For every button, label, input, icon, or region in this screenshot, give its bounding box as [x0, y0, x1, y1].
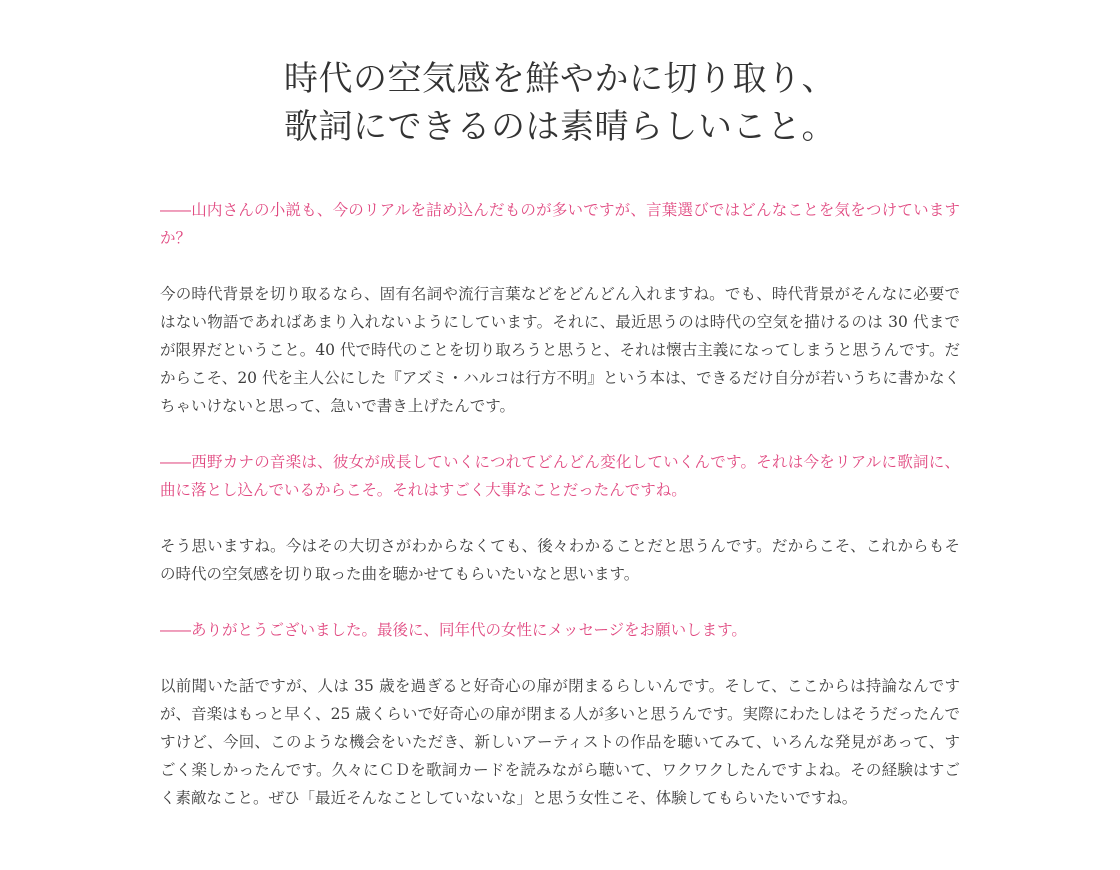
headline [160, 55, 960, 151]
interview-answer-1: 今の時代背景を切り取るなら、固有名詞や流行言葉などをどんどん入れますね。でも、時代背景がそんなに必要ではない物語であればあまり入れないようにしています。それに、最近思うのは時代の空気を描けるのは 30 代までが限界だということ。40 代で時代のことを切り取ろうと思うと、それは懐古主義になってしまうと思うんです。だからこそ、20 代を主人公にした『アズミ・ハルコは行方不明』という本は、できるだけ自分が若いうちに書かなくちゃいけないと思って、急いで書き上げたんです。 [160, 285, 960, 415]
interview-question-3: ――ありがとうございました。最後に、同年代の女性にメッセージをお願いします。 [160, 621, 747, 639]
interview-answer-3: 以前聞いた話ですが、人は 35 歳を過ぎると好奇心の扉が閉まるらしいんです。そして、ここからは持論なんですが、音楽はもっと早く、25 歳くらいで好奇心の扉が閉まる人が多いと思うんです。実際にわたしはそうだったんですけど、今回、このような機会をいただき、新しいアーティストの作品を聴いてみて、いろんな発見があって、すごく楽しかったんです。久々にＣＤを歌詞カードを読みながら聴いて、ワクワクしたんですよね。その経験はすごく素敵なこと。ぜひ「最近そんなことしていないな」と思う女性こそ、体験してもらいたいですね。 [160, 677, 960, 807]
interview-article [160, 0, 960, 812]
headline-line-1: 時代の空気感を鮮やかに切り取り、 [284, 59, 836, 99]
interview-question-1: ――山内さんの小説も、今のリアルを詰め込んだものが多いですが、言葉選びではどんなことを気をつけていますか？ [160, 201, 960, 247]
headline-line-2: 歌詞にできるのは素晴らしいこと。 [284, 107, 836, 147]
interview-answer-2: そう思いますね。今はその大切さがわからなくても、後々わかることだと思うんです。だからこそ、これからもその時代の空気感を切り取った曲を聴かせてもらいたいなと思います。 [160, 537, 960, 583]
interview-question-2: ――西野カナの音楽は、彼女が成長していくにつれてどんどん変化していくんです。それは今をリアルに歌詞に、曲に落とし込んでいるからこそ。それはすごく大事なことだったんですね。 [160, 453, 960, 499]
